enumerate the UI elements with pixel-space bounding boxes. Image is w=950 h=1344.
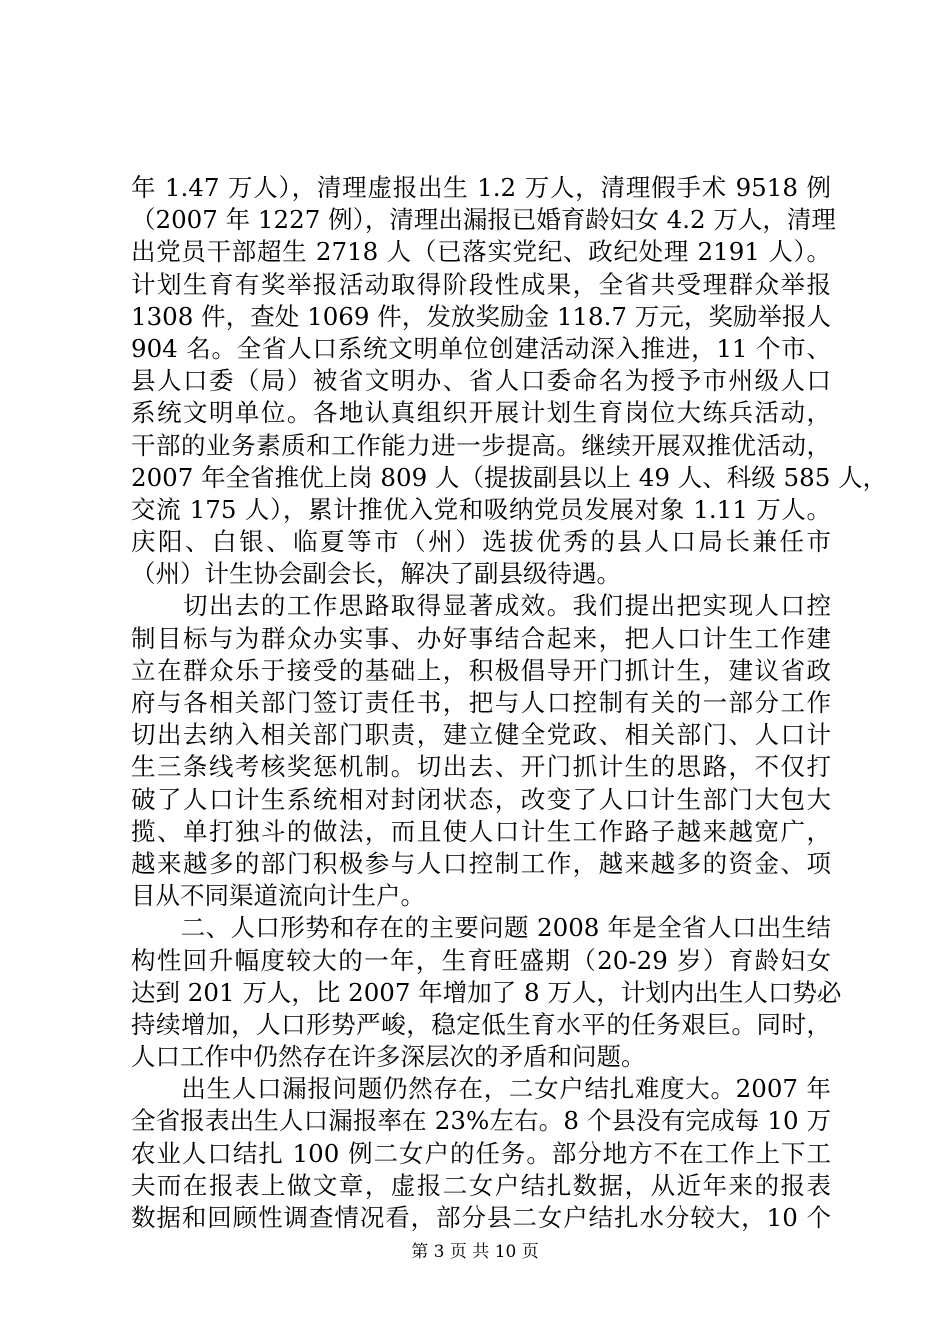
text-line: （2007 年 1227 例），清理出漏报已婚育龄妇女 4.2 万人，清理 <box>131 205 836 235</box>
text-line: 持续增加，人口形势严峻，稳定低生育水平的任务艰巨。同时， <box>131 1009 831 1039</box>
text-line: 1308 件，查处 1069 件，发放奖励金 118.7 万元，奖励举报人 <box>131 301 831 331</box>
text-line: 切出去的工作思路取得显著成效。我们提出把实现人口控 <box>131 591 831 621</box>
text-line: 目从不同渠道流向计生户。 <box>131 881 425 911</box>
text-line: 计划生育有奖举报活动取得阶段性成果，全省共受理群众举报 <box>131 269 831 299</box>
text-line: 全省报表出生人口漏报率在 23%左右。8 个县没有完成每 10 万 <box>131 1106 831 1136</box>
page-footer: 第 3 页 共 10 页 <box>411 1242 539 1262</box>
text-line: 交流 175 人），累计推优入党和吸纳党员发展对象 1.11 万人。 <box>131 494 831 524</box>
text-line: 县人口委（局）被省文明办、省人口委命名为授予市州级人口 <box>131 366 831 396</box>
text-line: （州）计生协会副会长，解决了副县级待遇。 <box>131 559 621 589</box>
text-line: 出党员干部超生 2718 人（已落实党纪、政纪处理 2191 人）。 <box>131 237 831 267</box>
text-line: 庆阳、白银、临夏等市（州）选拔优秀的县人口局长兼任市 <box>131 527 831 557</box>
text-line: 904 名。全省人口系统文明单位创建活动深入推进，11 个市、 <box>131 333 831 363</box>
text-line: 出生人口漏报问题仍然存在，二女户结扎难度大。2007 年 <box>131 1074 831 1104</box>
text-line: 2007 年全省推优上岗 809 人（提拔副县以上 49 人、科级 585 人， <box>131 462 888 492</box>
text-line: 数据和回顾性调查情况看，部分县二女户结扎水分较大，10 个 <box>131 1203 831 1232</box>
document-body <box>131 172 888 1234</box>
text-line: 达到 201 万人，比 2007 年增加了 8 万人，计划内出生人口势必 <box>131 977 842 1007</box>
text-line: 立在群众乐于接受的基础上，积极倡导开门抓计生，建议省政 <box>131 655 831 685</box>
text-line: 农业人口结扎 100 例二女户的任务。部分地方不在工作上下工 <box>131 1138 831 1168</box>
text-line: 切出去纳入相关部门职责，建立健全党政、相关部门、人口计 <box>131 720 831 750</box>
text-line: 越来越多的部门积极参与人口控制工作，越来越多的资金、项 <box>131 848 831 878</box>
text-line: 破了人口计生系统相对封闭状态，改变了人口计生部门大包大 <box>131 784 831 814</box>
text-line: 制目标与为群众办实事、办好事结合起来，把人口计生工作建 <box>131 623 831 653</box>
text-line: 揽、单打独斗的做法，而且使人口计生工作路子越来越宽广， <box>131 816 831 846</box>
text-line: 年 1.47 万人），清理虚报出生 1.2 万人，清理假手术 9518 例 <box>131 173 831 202</box>
text-line: 夫而在报表上做文章，虚报二女户结扎数据，从近年来的报表 <box>131 1170 831 1200</box>
text-line: 构性回升幅度较大的一年，生育旺盛期（20-29 岁）育龄妇女 <box>131 945 831 975</box>
text-line: 干部的业务素质和工作能力进一步提高。继续开展双推优活动， <box>131 430 831 460</box>
text-line: 系统文明单位。各地认真组织开展计划生育岗位大练兵活动， <box>131 398 831 428</box>
text-line: 府与各相关部门签订责任书，把与人口控制有关的一部分工作 <box>131 688 831 717</box>
text-line: 人口工作中仍然存在许多深层次的矛盾和问题。 <box>131 1042 646 1072</box>
text-line: 二、人口形势和存在的主要问题 2008 年是全省人口出生结 <box>131 913 831 943</box>
text-line: 生三条线考核奖惩机制。切出去、开门抓计生的思路，不仅打 <box>131 752 831 782</box>
